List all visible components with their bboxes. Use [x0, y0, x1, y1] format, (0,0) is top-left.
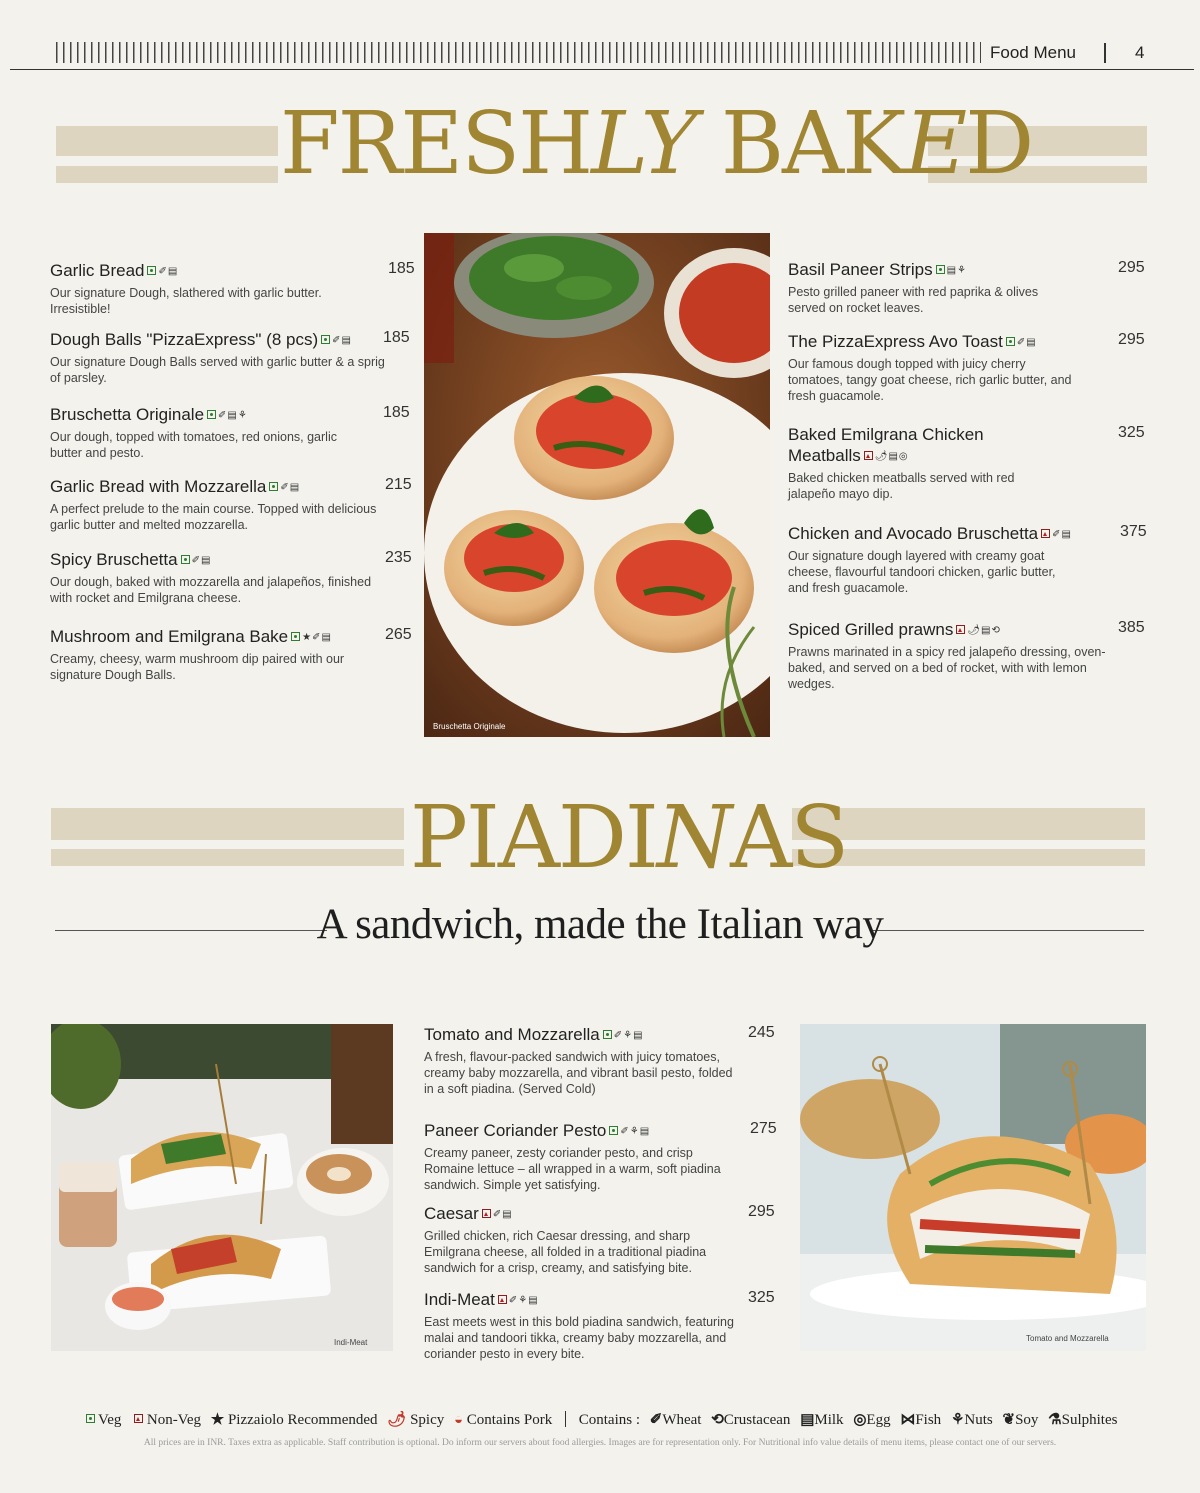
item-price: 375: [1120, 523, 1147, 540]
item-description: Grilled chicken, rich Caesar dressing, and sharp Emilgrana cheese, all folded in a traditional piadina sandwich for a crisp, creamy, and satisfying bite.: [424, 1229, 707, 1275]
item-price: 265: [385, 626, 412, 643]
allergen-icons: ✐▤: [492, 1209, 513, 1220]
menu-item: [50, 626, 415, 683]
legend-veg: Veg: [83, 1412, 122, 1428]
item-name: Spiced Grilled prawns 🌶▤⟲: [788, 620, 1001, 639]
allergen-icons: 🌶▤◎: [874, 451, 909, 462]
menu-item: [50, 476, 415, 533]
legend-nonveg: Non-Veg: [131, 1412, 201, 1428]
allergen-icons: ✐⚘▤: [620, 1126, 651, 1137]
item-price: 185: [383, 404, 410, 421]
nonveg-icon: [498, 1295, 507, 1304]
pork-icon: ◒: [453, 1412, 464, 1428]
crustacean-icon: ⟲: [711, 1412, 724, 1428]
item-description: Baked chicken meatballs served with red jalapeño mayo dip.: [788, 471, 1015, 501]
indi-meat-photo: [51, 1024, 393, 1351]
item-price: 185: [388, 260, 415, 277]
nonveg-icon: [482, 1209, 491, 1218]
wheat-icon: ✐: [649, 1412, 663, 1428]
veg-icon: [291, 632, 300, 641]
veg-icon: [609, 1126, 618, 1135]
legend-wheat: ✐Wheat: [649, 1412, 702, 1428]
allergen-icons: ✐⚘▤: [508, 1295, 539, 1306]
egg-icon: ◎: [853, 1412, 867, 1428]
item-price: 325: [748, 1289, 775, 1306]
photo-caption: Tomato and Mozzarella: [1026, 1334, 1109, 1343]
page-number: 4: [1135, 43, 1145, 62]
barcode-decoration: [56, 42, 981, 63]
menu-item: [424, 1024, 780, 1097]
item-name: Baked Emilgrana Chicken Meatballs 🌶▤◎: [788, 425, 984, 465]
item-name: Caesar ✐▤: [424, 1204, 513, 1223]
item-description: Prawns marinated in a spicy red jalapeño dressing, oven-baked, and served on a bed of rocket, with with lemon wedges.: [788, 645, 1106, 691]
title-band: [56, 166, 278, 183]
item-price: 185: [383, 329, 410, 346]
legend-crustacean: ⟲Crustacean: [711, 1412, 791, 1428]
item-name: Paneer Coriander Pesto ✐⚘▤: [424, 1121, 651, 1140]
veg-icon: [86, 1414, 95, 1423]
title-band: [51, 808, 404, 840]
title-band: [56, 126, 278, 156]
allergen-icons: 🌶▤⟲: [967, 625, 1001, 636]
item-description: Our dough, topped with tomatoes, red onions, garlic butter and pesto.: [50, 430, 337, 460]
photo-caption: Bruschetta Originale: [433, 722, 506, 731]
item-price: 275: [750, 1120, 777, 1137]
chili-icon: 🌶: [387, 1412, 407, 1428]
item-description: Our signature Dough, slathered with garlic butter. Irresistible!: [50, 286, 322, 316]
nonveg-icon: [956, 625, 965, 634]
menu-item: [788, 331, 1148, 404]
legend-sulphites: ⚗Sulphites: [1048, 1412, 1118, 1428]
item-price: 295: [1118, 331, 1145, 348]
item-name: Spicy Bruschetta ✐▤: [50, 550, 212, 569]
allergen-icons: ▤⚘: [946, 265, 967, 276]
legend-divider: [565, 1411, 566, 1427]
legend-milk: ▤Milk: [800, 1412, 844, 1428]
item-name: Garlic Bread with Mozzarella ✐▤: [50, 477, 301, 496]
allergen-icons: ✐▤: [158, 266, 179, 277]
item-name: Basil Paneer Strips ▤⚘: [788, 260, 967, 279]
nonveg-icon: [864, 451, 873, 460]
veg-icon: [321, 335, 330, 344]
veg-icon: [1006, 337, 1015, 346]
legend-recommended: ★ Pizzaiolo Recommended: [210, 1412, 378, 1428]
item-price: 235: [385, 549, 412, 566]
allergen-icons: ★✐▤: [302, 632, 332, 643]
item-description: Creamy paneer, zesty coriander pesto, and crisp Romaine lettuce – all wrapped in a warm, soft piadina sandwich. Simple yet satisfying.: [424, 1146, 721, 1192]
item-description: Our signature dough layered with creamy goat cheese, flavourful tandoori chicken, garlic butter, and fresh guacamole.: [788, 549, 1056, 595]
legend-soy: ❦Soy: [1002, 1412, 1039, 1428]
dietary-legend: [0, 1410, 1200, 1429]
item-description: A fresh, flavour-packed sandwich with juicy tomatoes, creamy baby mozzarella, and vibrant basil pesto, folded in a soft piadina. (Served Cold): [424, 1050, 733, 1096]
item-price: 295: [1118, 259, 1145, 276]
fine-print: All prices are in INR. Taxes extra as applicable. Staff contribution is optional. Do inform our servers about food allergies. Images are for representation only. For Nutritional info value details of menu items, please contact one of our servers.: [143, 1438, 1057, 1448]
allergen-icons: ✐▤: [280, 482, 301, 493]
allergen-icons: ✐▤: [191, 555, 212, 566]
menu-item: [50, 329, 415, 386]
menu-item: [50, 549, 415, 606]
allergen-icons: ✐▤⚘: [218, 410, 248, 421]
item-name: Tomato and Mozzarella ✐⚘▤: [424, 1025, 644, 1044]
item-name: Garlic Bread ✐▤: [50, 261, 179, 280]
item-price: 215: [385, 476, 412, 493]
item-name: Mushroom and Emilgrana Bake ★✐▤: [50, 627, 332, 646]
header-title: Food Menu: [990, 43, 1076, 62]
item-description: Our dough, baked with mozzarella and jalapeños, finished with rocket and Emilgrana cheese.: [50, 575, 372, 605]
item-description: East meets west in this bold piadina sandwich, featuring malai and tandoori tikka, creamy baby mozzarella, and coriander pesto in every bite.: [424, 1315, 734, 1361]
legend-pork: ◒ Contains Pork: [453, 1412, 553, 1428]
item-price: 325: [1118, 424, 1145, 441]
item-name: Dough Balls "PizzaExpress" (8 pcs) ✐▤: [50, 330, 352, 349]
tomato-mozzarella-photo: [800, 1024, 1146, 1351]
veg-icon: [603, 1030, 612, 1039]
nonveg-icon: [1041, 529, 1050, 538]
star-icon: ★: [210, 1412, 225, 1428]
item-description: Our famous dough topped with juicy cherry tomatoes, tangy goat cheese, rich garlic butter, and fresh guacamole.: [788, 357, 1072, 403]
milk-icon: ▤: [800, 1412, 815, 1428]
veg-icon: [147, 266, 156, 275]
item-description: Pesto grilled paneer with red paprika & olives served on rocket leaves.: [788, 285, 1039, 315]
allergen-icons: ✐▤: [1016, 337, 1037, 348]
fish-icon: ⋈: [900, 1412, 916, 1428]
item-description: A perfect prelude to the main course. Topped with delicious garlic butter and melted mozzarella.: [50, 502, 377, 532]
item-name: Bruschetta Originale ✐▤⚘: [50, 405, 248, 424]
menu-item: [788, 523, 1148, 596]
header-divider: [1104, 43, 1106, 63]
bruschetta-photo: [424, 233, 770, 737]
soy-icon: ❦: [1002, 1412, 1016, 1428]
allergen-icons: ✐⚘▤: [613, 1030, 644, 1041]
menu-item: [424, 1120, 780, 1193]
item-price: 245: [748, 1024, 775, 1041]
menu-item: [424, 1203, 780, 1276]
menu-item: [50, 404, 415, 461]
section-title-freshly-baked: FRESHLY BAKED: [280, 94, 1033, 194]
legend-spicy: 🌶 Spicy: [387, 1412, 445, 1428]
menu-item: [424, 1289, 780, 1362]
veg-icon: [207, 410, 216, 419]
photo-caption: Indi-Meat: [334, 1338, 368, 1347]
sulphites-icon: ⚗: [1048, 1412, 1062, 1428]
item-name: The PizzaExpress Avo Toast ✐▤: [788, 332, 1037, 351]
item-description: Creamy, cheesy, warm mushroom dip paired with our signature Dough Balls.: [50, 652, 345, 682]
menu-item: [50, 260, 415, 317]
item-price: 385: [1118, 619, 1145, 636]
page-header: [10, 40, 1194, 70]
item-price: 295: [748, 1203, 775, 1220]
veg-icon: [181, 555, 190, 564]
section-title-piadinas: PIADINAS: [410, 788, 848, 888]
legend-nuts: ⚘Nuts: [950, 1412, 993, 1428]
legend-fish: ⋈Fish: [900, 1412, 942, 1428]
menu-item: [788, 619, 1148, 692]
allergen-icons: ✐▤: [1052, 529, 1072, 540]
item-name: Chicken and Avocado Bruschetta ✐▤: [788, 524, 1072, 543]
veg-icon: [269, 482, 278, 491]
menu-item: [788, 424, 1148, 502]
section-subtitle: A sandwich, made the Italian way: [316, 901, 884, 948]
item-description: Our signature Dough Balls served with garlic butter & a sprig of parsley.: [50, 355, 385, 385]
nonveg-icon: [134, 1414, 143, 1423]
nuts-icon: ⚘: [950, 1412, 965, 1428]
legend-contains: Contains :: [578, 1412, 640, 1428]
title-band: [51, 849, 404, 866]
legend-egg: ◎Egg: [853, 1412, 891, 1428]
veg-icon: [936, 265, 945, 274]
item-name: Indi-Meat ✐⚘▤: [424, 1290, 539, 1309]
menu-item: [788, 259, 1148, 316]
allergen-icons: ✐▤: [332, 335, 352, 346]
